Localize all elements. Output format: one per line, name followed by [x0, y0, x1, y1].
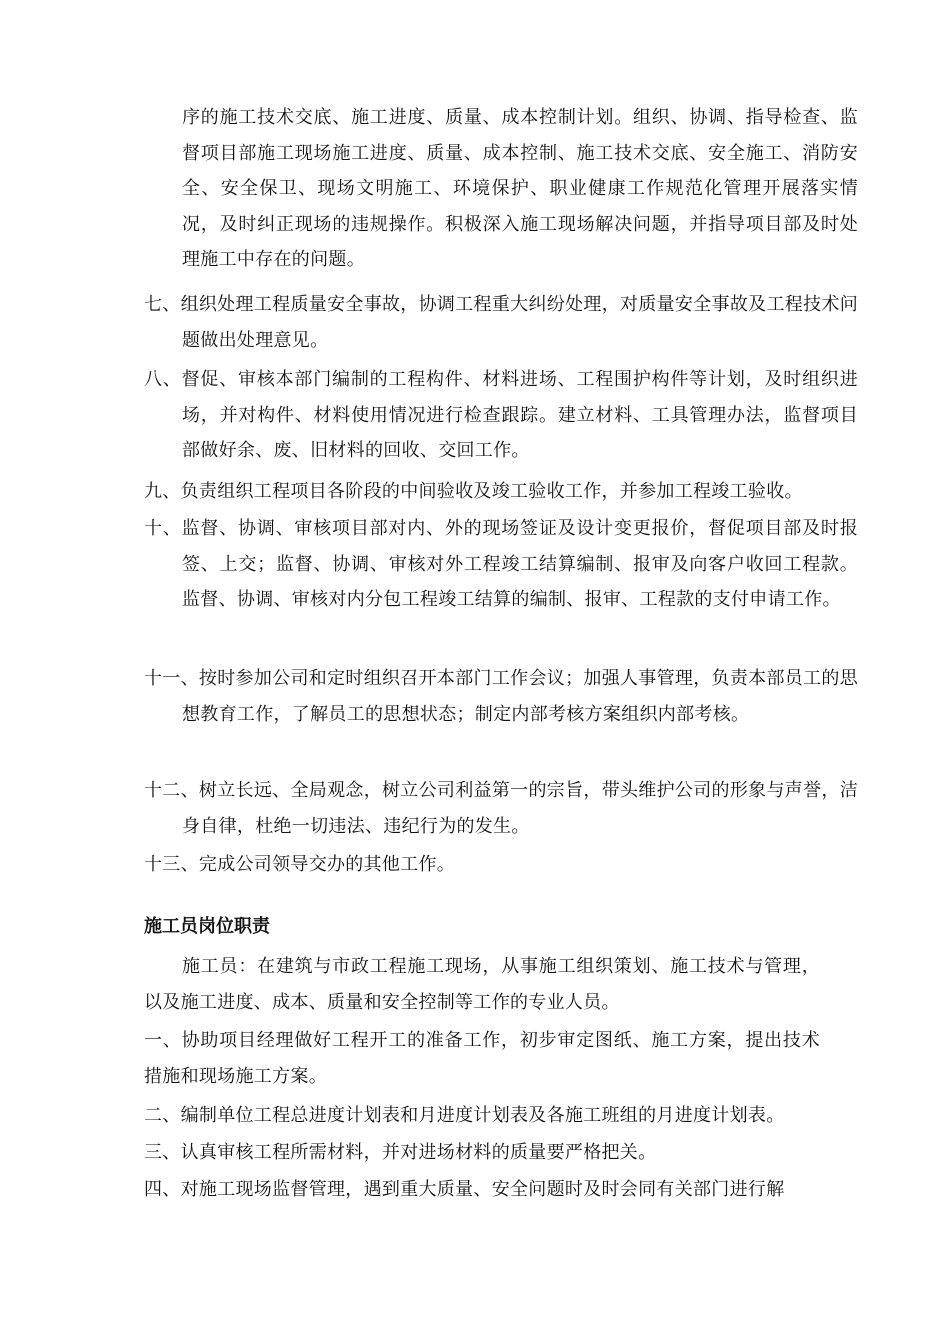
list-item-8: 八、督促、审核本部门编制的工程构件、材料进场、工程围护构件等计划，及时组织进场，并对构件、材料使用情况进行检查跟踪。建立材料、工具管理办法，监督项目部做好余、废、旧材料的回收、交回工作。 — [144, 369, 858, 461]
duty-item-2: 二、编制单位工程总进度计划表和月进度计划表及各施工班组的月进度计划表。 — [144, 1105, 785, 1126]
continuation-paragraph: 序的施工技术交底、施工进度、质量、成本控制计划。组织、协调、指导检查、监督项目部施工现场施工进度、质量、成本控制、施工技术交底、安全施工、消防安全、安全保卫、现场文明施工、环境保护、职业健康工作规范化管理开展落实情况，及时纠正现场的违规操作。积极深入施工现场解决问题，并指导项目部及时处理施工中存在的问题。 — [182, 107, 858, 270]
section-title: 施工员岗位职责 — [144, 916, 270, 937]
list-item-11: 十一、按时参加公司和定时组织召开本部门工作会议；加强人事管理，负责本部员工的思想教育工作，了解员工的思想状态；制定内部考核方案组织内部考核。 — [144, 668, 858, 725]
duty-item-1: 一、协助项目经理做好工程开工的准备工作，初步审定图纸、施工方案，提出技术措施和现场施工方案。 — [144, 1030, 820, 1087]
duty-item-3: 三、认真审核工程所需材料，并对进场材料的质量要严格把关。 — [144, 1142, 657, 1163]
duty-item-4: 四、对施工现场监督管理，遇到重大质量、安全问题时及时会同有关部门进行解 — [144, 1179, 785, 1200]
section-intro: 施工员：在建筑与市政工程施工现场，从事施工组织策划、施工技术与管理，以及施工进度、成本、质量和安全控制等工作的专业人员。 — [144, 956, 820, 1013]
list-item-13: 十三、完成公司领导交办的其他工作。 — [144, 854, 456, 875]
list-item-10: 十、监督、协调、审核项目部对内、外的现场签证及设计变更报价，督促项目部及时报签、上交；监督、协调、审核对外工程竣工结算编制、报审及向客户收回工程款。监督、协调、审核对内分包工程竣工结算的编制、报审、工程款的支付申请工作。 — [144, 518, 858, 610]
list-item-9: 九、负责组织工程项目各阶段的中间验收及竣工验收工作，并参加工程竣工验收。 — [144, 481, 803, 502]
list-item-12: 十二、树立长远、全局观念，树立公司利益第一的宗旨，带头维护公司的形象与声誉，洁身自律，杜绝一切违法、违纪行为的发生。 — [144, 780, 858, 837]
list-item-7: 七、组织处理工程质量安全事故，协调工程重大纠纷处理，对质量安全事故及工程技术问题做出处理意见。 — [144, 294, 858, 351]
